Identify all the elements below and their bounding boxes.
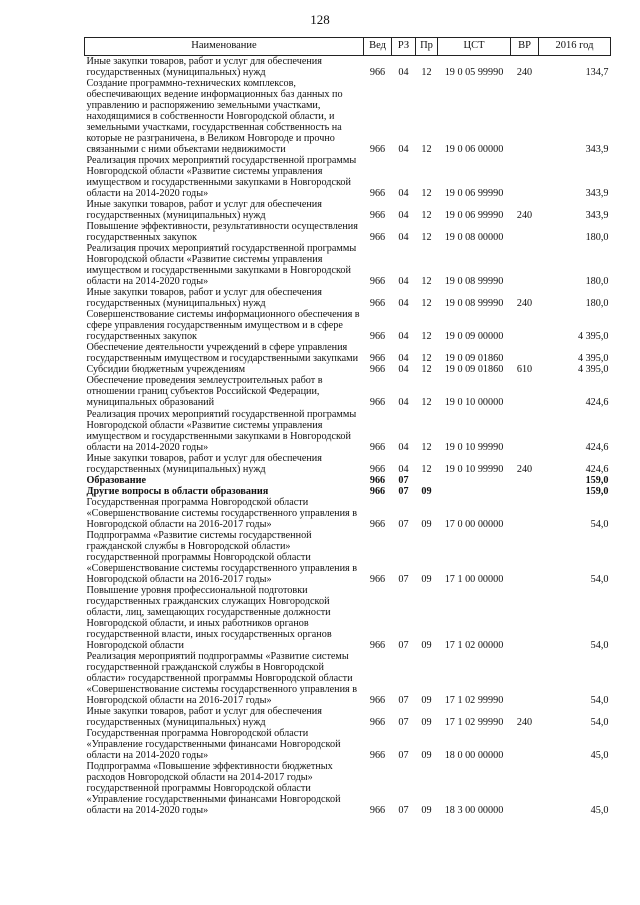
row-pr: 12 [421, 298, 432, 310]
row-pr: 09 [421, 573, 432, 585]
row-name: Реализация прочих мероприятий государственной программы Новгородской области «Развитие системы управления имуществом и государственными закупками в Новгородской области на 2014-2020 годы» [86, 408, 357, 453]
row-ved: 966 [369, 364, 386, 376]
row-pr: 12 [421, 353, 432, 365]
row-vr [511, 409, 539, 453]
row-ved: 966 [369, 441, 386, 453]
row-pr: 12 [421, 364, 432, 376]
row-rz: 07 [398, 485, 409, 497]
row-ved: 966 [369, 67, 386, 79]
row-ved: 966 [369, 210, 386, 222]
row-pr: 09 [421, 639, 432, 651]
table-row [85, 364, 611, 375]
row-pr: 12 [421, 331, 432, 343]
row-name: Другие вопросы в области образования [86, 485, 269, 497]
row-cst: 17 0 00 00000 [444, 518, 504, 530]
row-vr [511, 728, 539, 761]
row-ved: 966 [369, 397, 386, 409]
row-name: Обеспечение проведения землеустроительных работ в отношении границ субъектов Российской Федерации, муниципальных образований [86, 375, 323, 409]
row-pr: 12 [421, 441, 432, 453]
row-rz: 04 [398, 232, 409, 244]
row-vr: 240 [516, 210, 533, 222]
budget-table [84, 37, 611, 816]
row-ved: 966 [369, 463, 386, 475]
row-vr [511, 155, 539, 199]
row-amount: 4 395,0 [577, 353, 609, 365]
row-pr: 09 [421, 716, 432, 728]
row-rz: 04 [398, 188, 409, 200]
row-name: Иные закупки товаров, работ и услуг для обеспечения государственных (муниципальных) нужд [86, 452, 322, 475]
header-name: Наименование [85, 38, 364, 56]
row-amount: 180,0 [585, 298, 609, 310]
row-pr: 12 [421, 188, 432, 200]
table-row [85, 475, 611, 486]
row-ved: 966 [369, 573, 386, 585]
table-row [85, 530, 611, 585]
row-rz: 04 [398, 298, 409, 310]
table-row [85, 309, 611, 342]
row-amount: 424,6 [585, 397, 609, 409]
row-ved: 966 [369, 639, 386, 651]
row-amount: 424,6 [585, 463, 609, 475]
row-pr: 12 [421, 463, 432, 475]
row-name: Реализация прочих мероприятий государственной программы Новгородской области «Развитие системы управления имуществом и государственными закупками в Новгородской области на 2014-2020 годы» [86, 243, 357, 288]
row-pr: 12 [421, 67, 432, 79]
row-pr [416, 475, 438, 486]
row-name: Реализация прочих мероприятий государственной программы Новгородской области «Развитие системы управления имуществом и государственными закупками в Новгородской области на 2014-2020 годы» [86, 155, 357, 200]
row-pr: 09 [421, 694, 432, 706]
row-cst: 19 0 10 99990 [444, 463, 504, 475]
row-cst: 19 0 08 99990 [444, 298, 504, 310]
table-row [85, 497, 611, 530]
row-vr [511, 585, 539, 651]
row-cst: 19 0 10 99990 [444, 441, 504, 453]
page-number: 128 [310, 12, 330, 27]
row-rz: 04 [398, 364, 409, 376]
row-name: Повышение эффективности, результативности осуществления государственных закупок [86, 221, 358, 244]
row-rz: 07 [398, 639, 409, 651]
row-pr: 12 [421, 232, 432, 244]
row-cst: 19 0 09 01860 [444, 353, 504, 365]
row-amount: 4 395,0 [577, 364, 609, 376]
row-vr [511, 342, 539, 364]
row-name: Совершенствование системы информационного обеспечения в сфере управления государственным имуществом и в сфере государственных закупок [86, 309, 360, 343]
row-ved: 966 [369, 518, 386, 530]
table-row [85, 409, 611, 453]
row-amount: 54,0 [590, 716, 609, 728]
row-vr: 240 [516, 298, 533, 310]
row-pr: 12 [421, 276, 432, 288]
row-pr: 12 [421, 144, 432, 156]
row-name: Подпрограмма «Повышение эффективности бюджетных расходов Новгородской области на 2014-2017 годы» государственной программы Новгородской области «Управление государственными финансами Новгородской области на 2014-2020 годы» [86, 761, 341, 817]
header-pr: Пр [416, 38, 438, 56]
row-rz: 04 [398, 353, 409, 365]
row-name: Иные закупки товаров, работ и услуг для обеспечения государственных (муниципальных) нужд [86, 199, 322, 222]
row-vr: 240 [516, 67, 533, 79]
row-vr [511, 375, 539, 408]
row-cst: 19 0 06 99990 [444, 210, 504, 222]
row-ved: 966 [369, 749, 386, 761]
row-ved: 966 [369, 474, 386, 486]
row-ved: 966 [369, 353, 386, 365]
row-amount: 343,9 [585, 210, 609, 222]
row-amount: 159,0 [585, 474, 609, 486]
row-name: Образование [86, 474, 147, 486]
row-vr [511, 651, 539, 706]
table-row [85, 243, 611, 287]
table-row [85, 287, 611, 309]
row-name: Иные закупки товаров, работ и услуг для обеспечения государственных (муниципальных) нужд [86, 287, 322, 310]
row-name: Субсидии бюджетным учреждениям [86, 364, 246, 376]
header-cst: ЦСТ [438, 38, 511, 56]
row-rz: 07 [398, 474, 409, 486]
row-cst: 19 0 08 00000 [444, 232, 504, 244]
table-row [85, 56, 611, 79]
row-pr: 12 [421, 397, 432, 409]
row-amount: 343,9 [585, 144, 609, 156]
row-rz: 04 [398, 463, 409, 475]
row-amount: 159,0 [585, 485, 609, 497]
row-name: Повышение уровня профессиональной подготовки государственных гражданских служащих Новгородской области, лиц, замещающих государственные должности Новгородской области, и иных работников органов государственной власти, иных государственных органов Новгородской области [86, 584, 332, 651]
row-ved: 966 [369, 298, 386, 310]
row-rz: 04 [398, 441, 409, 453]
row-cst: 17 1 02 00000 [444, 639, 504, 651]
row-pr: 09 [421, 805, 432, 817]
row-rz: 07 [398, 573, 409, 585]
row-pr: 09 [421, 518, 432, 530]
row-vr [511, 78, 539, 155]
row-vr [511, 761, 539, 816]
row-rz: 04 [398, 210, 409, 222]
row-name: Государственная программа Новгородской области «Совершенствование системы государственного управления в Новгородской области на 2016-2017 годы» [86, 496, 358, 530]
row-ved: 966 [369, 276, 386, 288]
row-amount: 45,0 [590, 749, 609, 761]
row-ved: 966 [369, 144, 386, 156]
table-body [85, 56, 611, 817]
row-vr: 240 [516, 716, 533, 728]
row-ved: 966 [369, 232, 386, 244]
row-rz: 04 [398, 331, 409, 343]
table-row [85, 199, 611, 221]
row-vr [511, 486, 539, 497]
row-name: Создание программно-технических комплексов, обеспечивающих ведение информационных баз данных по управлению и распоряжению земельными участками, находящимися в собственности Новгородской области, и земельными участками, государственная собственность на которые не разграничена, в Великом Новгороде и прочно связанными с ними объектами недвижимости [86, 78, 343, 156]
row-cst: 17 1 00 00000 [444, 573, 504, 585]
row-rz: 04 [398, 67, 409, 79]
table-row [85, 706, 611, 728]
table-row [85, 221, 611, 243]
row-name: Обеспечение деятельности учреждений в сфере управления государственным имуществом и государственными закупками [86, 342, 359, 365]
table-row [85, 155, 611, 199]
row-pr: 09 [421, 749, 432, 761]
row-name: Иные закупки товаров, работ и услуг для обеспечения государственных (муниципальных) нужд [86, 56, 322, 79]
row-amount: 45,0 [590, 805, 609, 817]
row-vr [511, 475, 539, 486]
row-ved: 966 [369, 805, 386, 817]
row-ved: 966 [369, 188, 386, 200]
row-vr [511, 221, 539, 243]
row-ved: 966 [369, 716, 386, 728]
row-vr [511, 530, 539, 585]
table-row [85, 651, 611, 706]
row-cst [438, 486, 511, 497]
row-name: Государственная программа Новгородской области «Управление государственными финансами Новгородской области на 2014-2020 годы» [86, 727, 341, 761]
row-amount: 343,9 [585, 188, 609, 200]
row-cst: 17 1 02 99990 [444, 716, 504, 728]
header-ved: Вед [364, 38, 392, 56]
row-amount: 180,0 [585, 232, 609, 244]
row-vr: 610 [516, 364, 533, 376]
row-rz: 04 [398, 144, 409, 156]
row-rz: 07 [398, 749, 409, 761]
row-rz: 07 [398, 716, 409, 728]
row-amount: 4 395,0 [577, 331, 609, 343]
row-ved: 966 [369, 485, 386, 497]
row-ved: 966 [369, 331, 386, 343]
table-header [85, 38, 611, 56]
row-vr: 240 [516, 463, 533, 475]
table-row [85, 375, 611, 408]
row-cst: 19 0 09 01860 [444, 364, 504, 376]
row-pr: 09 [421, 485, 432, 497]
row-amount: 54,0 [590, 518, 609, 530]
row-amount: 54,0 [590, 573, 609, 585]
row-rz: 07 [398, 694, 409, 706]
row-cst [438, 475, 511, 486]
row-name: Иные закупки товаров, работ и услуг для обеспечения государственных (муниципальных) нужд [86, 705, 322, 728]
row-cst: 19 0 06 99990 [444, 188, 504, 200]
row-name: Реализация мероприятий подпрограммы «Развитие системы государственной гражданской службы в Новгородской области» государственной программы Новгородской области «Совершенствование системы государственного управления в Новгородской области на 2016-2017 годы» [86, 650, 358, 706]
row-cst: 19 0 06 00000 [444, 144, 504, 156]
header-year: 2016 год [539, 38, 611, 56]
row-name: Подпрограмма «Развитие системы государственной гражданской службы в Новгородской области» государственной программы Новгородской области «Совершенствование системы государственного управления в Новгородской области на 2016-2017 годы» [86, 529, 358, 585]
row-cst: 19 0 10 00000 [444, 397, 504, 409]
row-rz: 04 [398, 397, 409, 409]
row-amount: 54,0 [590, 639, 609, 651]
row-rz: 04 [398, 276, 409, 288]
table-row [85, 761, 611, 816]
row-cst: 19 0 09 00000 [444, 331, 504, 343]
row-ved: 966 [369, 694, 386, 706]
row-cst: 18 3 00 00000 [444, 805, 504, 817]
row-cst: 18 0 00 00000 [444, 749, 504, 761]
row-pr: 12 [421, 210, 432, 222]
table-row [85, 585, 611, 651]
row-cst: 19 0 08 99990 [444, 276, 504, 288]
table-row [85, 453, 611, 475]
row-rz: 07 [398, 518, 409, 530]
row-amount: 134,7 [585, 67, 609, 79]
row-vr [511, 243, 539, 287]
header-vr: ВР [511, 38, 539, 56]
row-amount: 54,0 [590, 694, 609, 706]
row-cst: 19 0 05 99990 [444, 67, 504, 79]
header-rz: РЗ [392, 38, 416, 56]
row-vr [511, 497, 539, 530]
row-amount: 424,6 [585, 441, 609, 453]
table-row [85, 342, 611, 364]
row-rz: 07 [398, 805, 409, 817]
table-row [85, 78, 611, 155]
row-vr [511, 309, 539, 342]
row-amount: 180,0 [585, 276, 609, 288]
row-cst: 17 1 02 99990 [444, 694, 504, 706]
table-row [85, 486, 611, 497]
table-row [85, 728, 611, 761]
